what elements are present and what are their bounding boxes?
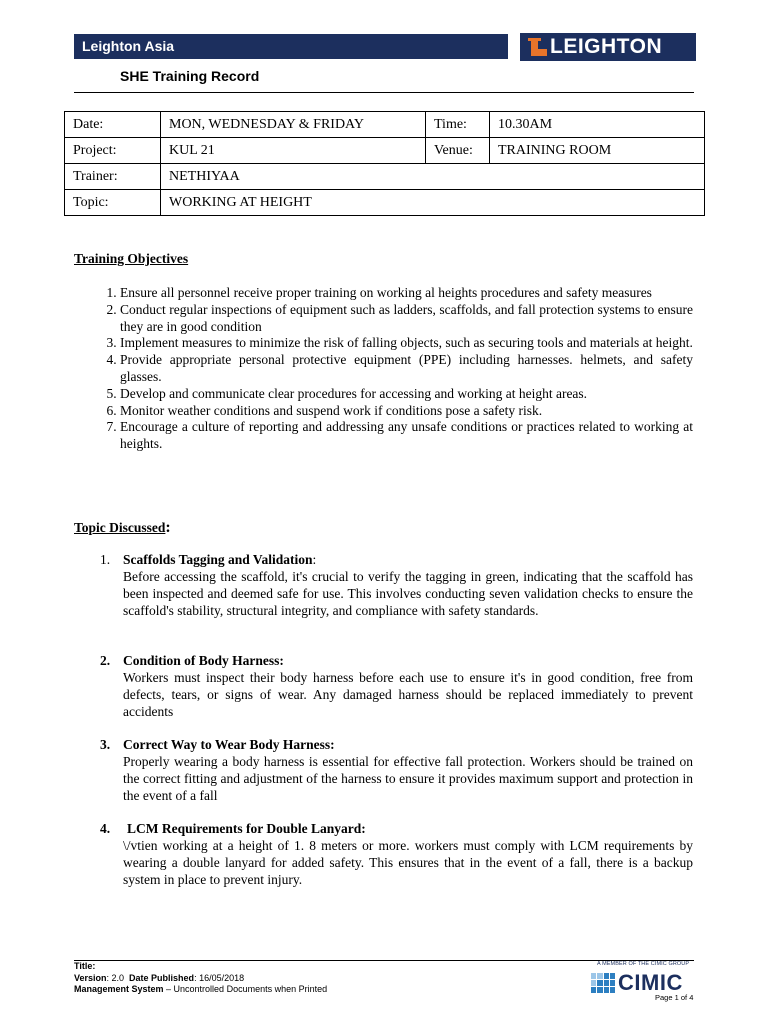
topic-number: 3. — [100, 737, 111, 752]
time-label: Time: — [426, 112, 490, 138]
topic-title-wrap — [123, 552, 316, 569]
topic-title: Condition of Body Harness: — [123, 653, 284, 668]
brand-bar — [74, 34, 508, 59]
objective-item: 1. Ensure all personnel receive proper training on working al heights procedures and safety measures — [120, 285, 693, 302]
venue-label: Venue: — [426, 138, 490, 164]
topic-body: Properly wearing a body harness is essential for effective fall protection. Workers should be trained on the correct fitting and adjustment of the harness to ensure it provides maximum support and protection in the event of a fall — [123, 754, 693, 803]
footer-mgmt-label: Management System — [74, 984, 164, 994]
topic-item — [74, 737, 693, 804]
topics-heading: Topic Discussed — [74, 520, 166, 535]
objectives-heading: Training Objectives — [74, 251, 189, 266]
table-row — [65, 138, 705, 164]
topic-number: 1. — [100, 552, 111, 567]
project-label: Project: — [65, 138, 161, 164]
cimic-grid-icon — [591, 973, 615, 993]
objective-item: 4. Provide appropriate personal protective equipment (PPE) including harnesses. helmets, and safety glasses. — [120, 352, 693, 386]
topics-heading-colon: : — [165, 519, 171, 536]
topics-heading-wrap — [74, 519, 171, 537]
objective-item: 3. Implement measures to minimize the risk of falling objects, such as securing tools and materials at height. — [120, 335, 693, 352]
objective-item: 7. Encourage a culture of reporting and addressing any unsafe conditions or practices related to working at heights. — [120, 419, 693, 453]
leighton-logo-text: LEIGHTON — [550, 35, 663, 58]
footer-version-label: Version — [74, 972, 107, 983]
cimic-wordmark: CIMIC — [618, 970, 683, 995]
date-value: MON, WEDNESDAY & FRIDAY — [161, 112, 426, 138]
topic-title: Correct Way to Wear Body Harness: — [123, 737, 335, 752]
trainer-label: Trainer: — [65, 164, 161, 190]
topic-number: 2. — [100, 653, 111, 668]
record-title: SHE Training Record — [120, 68, 260, 84]
footer-date-label: Date Published — [129, 972, 195, 983]
brand-name: Leighton Asia — [82, 38, 175, 54]
objective-item: 2. Conduct regular inspections of equipment such as ladders, scaffolds, and fall protection systems to ensure they are in good condition — [120, 302, 693, 336]
objective-item: 5. Develop and communicate clear procedures for accessing and working at height areas. — [120, 386, 693, 403]
leighton-logo-mark-icon — [527, 36, 549, 58]
topic-item — [74, 552, 693, 619]
table-row — [65, 164, 705, 190]
footer-title-label: Title: — [74, 961, 96, 971]
topic-title: LCM Requirements for Double Lanyard: — [127, 821, 366, 836]
topic-title: Scaffolds Tagging and Validation — [123, 552, 313, 567]
topic-body: \/vtien working at a height of 1. 8 meters or more. workers must comply with LCM requirements by wearing a double lanyard for added safety. This ensures that in the event of a fall, there is a backup system in place to prevent injury. — [123, 838, 693, 887]
venue-value: TRAINING ROOM — [490, 138, 705, 164]
objective-item: 6. Monitor weather conditions and suspend work if conditions pose a safety risk. — [120, 403, 693, 420]
trainer-value: NETHIYAA — [161, 164, 705, 190]
cimic-tagline: A MEMBER OF THE CIMIC GROUP — [597, 961, 690, 967]
footer-info — [74, 961, 327, 996]
footer-mgmt-value: – Uncontrolled Documents when Printed — [163, 984, 328, 994]
footer-date-value: : 16/05/2018 — [194, 972, 245, 983]
table-row — [65, 190, 705, 216]
topic-value: WORKING AT HEIGHT — [161, 190, 705, 216]
time-value: 10.30AM — [490, 112, 705, 138]
project-value: KUL 21 — [161, 138, 426, 164]
topic-body: Workers must inspect their body harness before each use to ensure it's in good condition, free from defects, tears, or signs of wear. Any damaged harness should be replaced immediately to prevent accidents — [123, 670, 693, 719]
topic-item — [74, 653, 693, 720]
topic-number: 4. — [100, 821, 111, 836]
training-info-table — [64, 111, 705, 216]
header-divider — [74, 92, 694, 93]
topic-label: Topic: — [65, 190, 161, 216]
topic-title-suffix: : — [312, 552, 317, 567]
footer-version-value: : 2.0 — [106, 972, 125, 983]
topic-item — [74, 821, 693, 888]
table-row — [65, 112, 705, 138]
leighton-logo — [520, 33, 696, 61]
topic-body: Before accessing the scaffold, it's crucial to verify the tagging in green, indicating that the scaffold has been inspected and deemed safe for use. This involves conducting seven validation checks to ensure the scaffold's stability, structural integrity, and compliance with safety standards. — [123, 569, 693, 618]
objectives-list — [74, 285, 693, 453]
page-number: Page 1 of 4 — [655, 993, 694, 1002]
date-label: Date: — [65, 112, 161, 138]
